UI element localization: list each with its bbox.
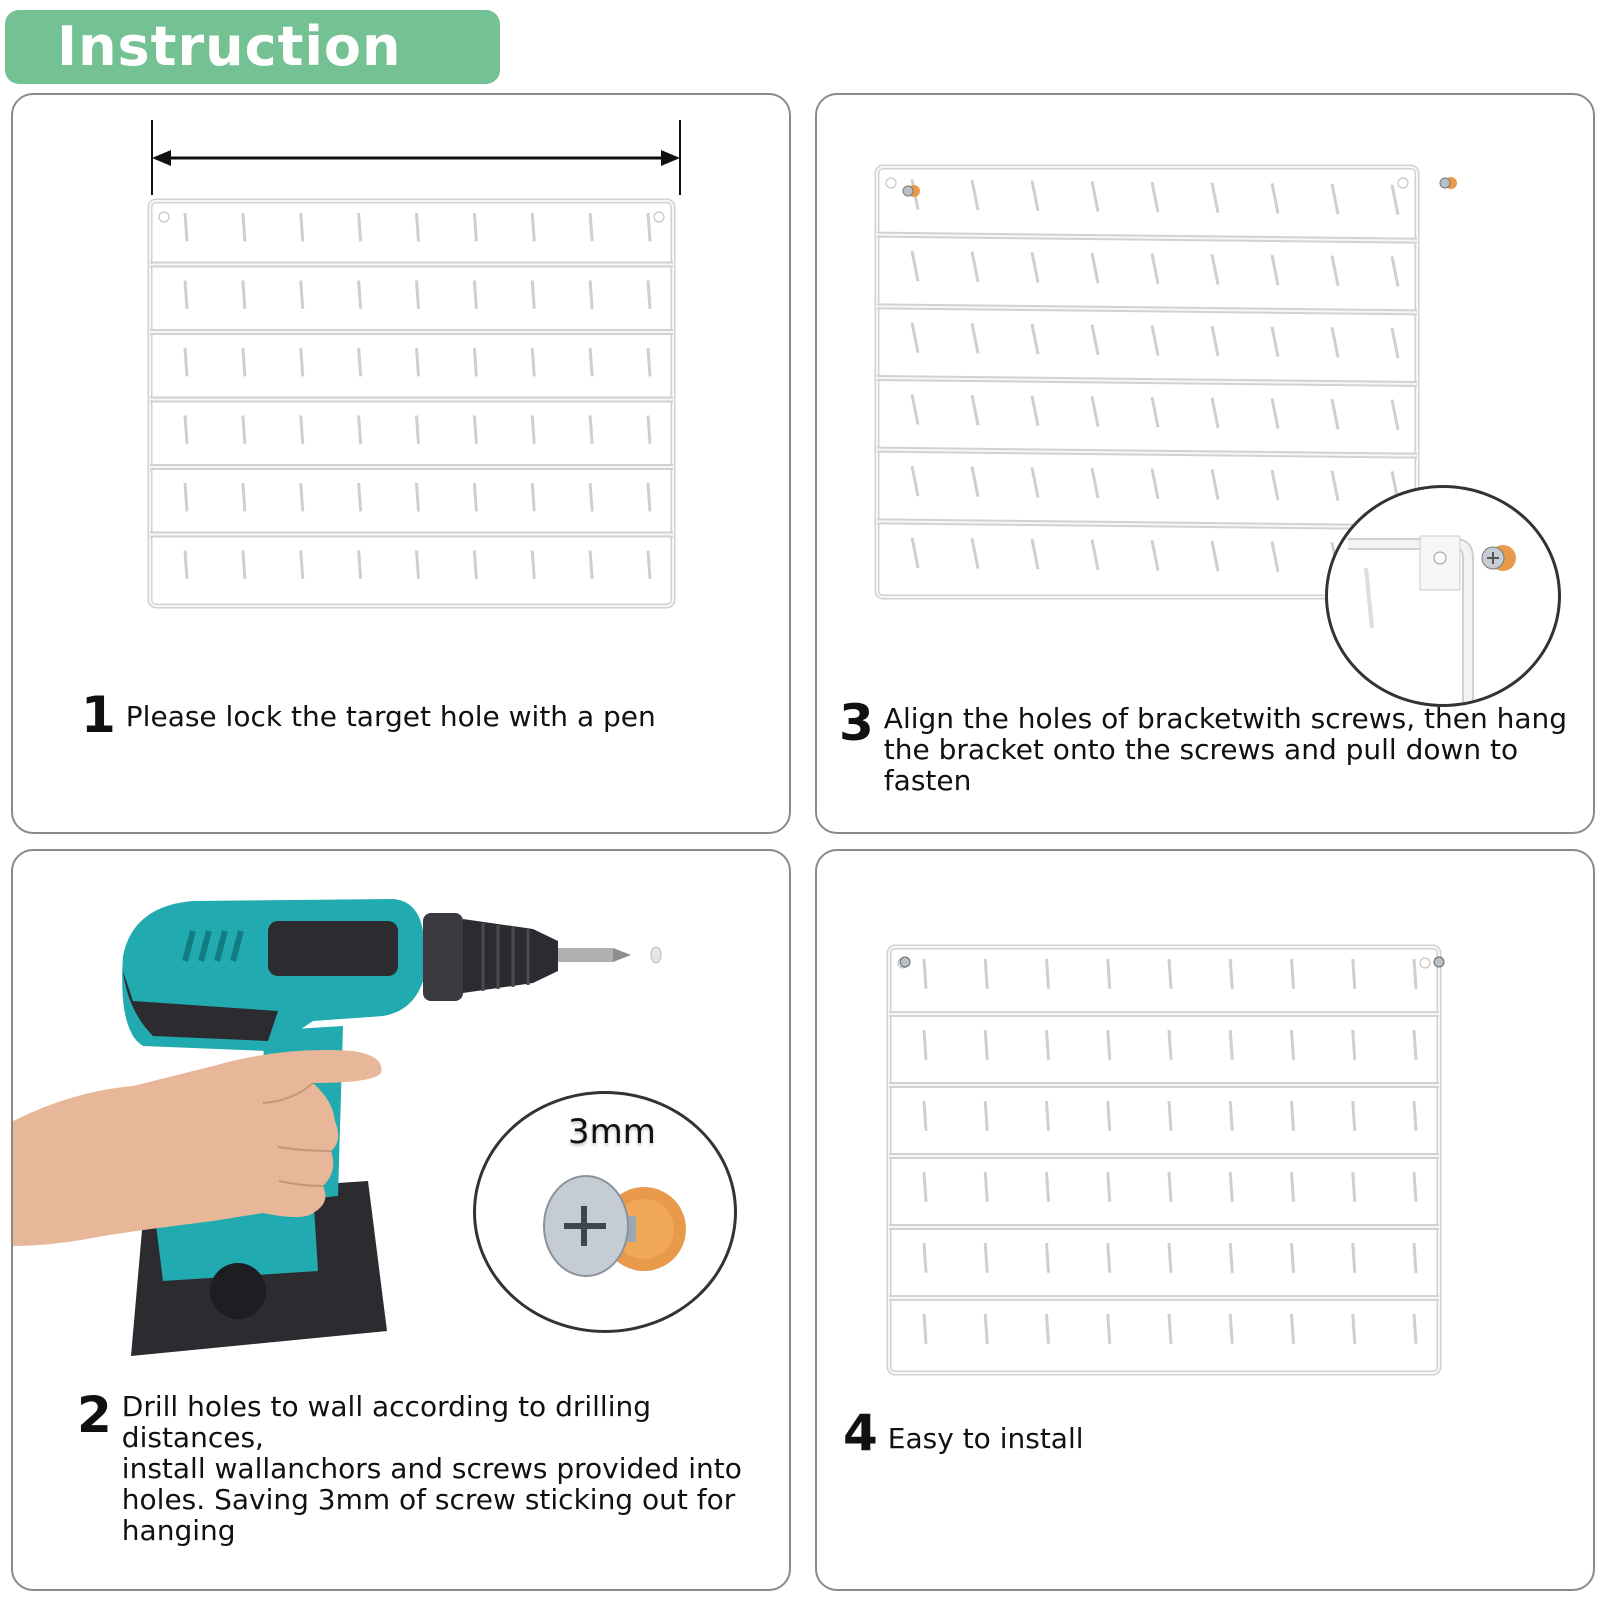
page-title: Instruction — [57, 15, 402, 78]
step-4-illustration — [817, 851, 1595, 1591]
thread-rack-icon — [889, 947, 1439, 1373]
step-text-line: the bracket onto the screws and pull down to fasten — [883, 733, 1519, 797]
step-text-line: Drill holes to wall according to drilling distances, — [121, 1390, 652, 1454]
magnifier-circle-icon — [473, 1091, 737, 1333]
thread-rack-icon — [150, 201, 673, 606]
step-text-line: hanging — [121, 1514, 236, 1547]
screw-icon — [900, 957, 910, 967]
step-text — [884, 699, 1593, 796]
step-4-panel — [815, 849, 1595, 1591]
step-text: Easy to install — [887, 1422, 1084, 1455]
step-2-panel — [11, 849, 791, 1591]
title-banner — [5, 10, 500, 84]
screw-icon — [1440, 177, 1457, 189]
step-text-line: install wallanchors and screws provided into — [121, 1452, 742, 1485]
screw-icon — [903, 185, 920, 197]
screw-icon — [1434, 957, 1444, 967]
step-3-caption — [839, 694, 1593, 797]
step-1-caption — [81, 686, 656, 744]
step-number: 2 — [77, 1386, 112, 1444]
step-text-line: Align the holes of bracketwith screws, then hang — [883, 702, 1568, 735]
screw-size-label: 3mm — [568, 1112, 656, 1152]
step-1-panel — [11, 93, 791, 834]
step-text — [122, 1391, 789, 1546]
step-number: 1 — [81, 686, 116, 744]
step-2-caption — [77, 1386, 789, 1547]
screw-icon — [476, 1094, 737, 1333]
step-text-line: holes. Saving 3mm of screw sticking out for — [121, 1483, 736, 1516]
step-4-caption — [843, 1404, 1084, 1462]
step-number: 3 — [839, 694, 874, 752]
measure-arrow-icon — [152, 120, 680, 195]
step-text: Please lock the target hole with a pen — [125, 700, 656, 733]
step-number: 4 — [843, 1404, 878, 1462]
magnifier-circle-icon — [1325, 485, 1561, 707]
step-3-panel — [815, 93, 1595, 834]
